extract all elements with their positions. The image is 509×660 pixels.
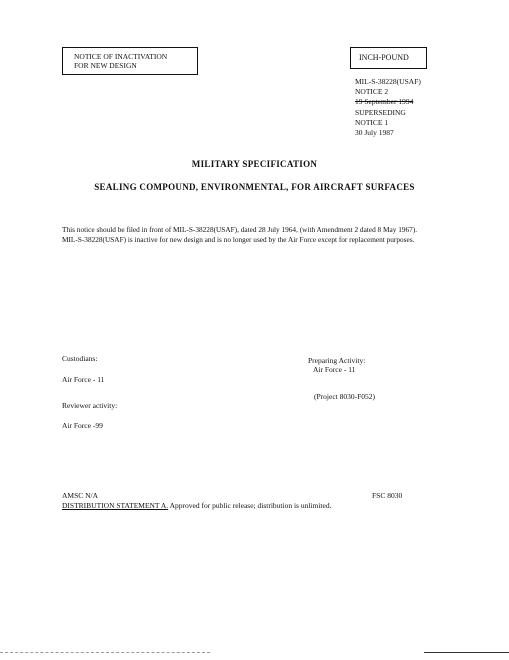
custodians-label: Custodians: (62, 354, 98, 363)
superseding-label: SUPERSEDING (355, 107, 406, 117)
document-identification (355, 77, 421, 138)
distribution-statement-label: DISTRIBUTION STATEMENT A. (62, 501, 169, 510)
preparing-activity-value: Air Force - 11 (313, 365, 356, 374)
reviewer-value: Air Force -99 (62, 421, 103, 430)
document-number: MIL-S-38228(USAF) (355, 77, 421, 86)
amsc-label: AMSC N/A (62, 491, 99, 500)
notice-number: NOTICE 2 (355, 87, 389, 97)
fsc-label: FSC 8030 (372, 491, 403, 500)
body-paragraph-2: MIL-S-38228(USAF) is inactive for new design and is no longer used by the Air Force except for replacement purposes. (62, 235, 415, 244)
notice-body (62, 225, 447, 245)
distribution-statement-text: Approved for public release; distribution is unlimited. (169, 501, 332, 510)
inactivation-line-1: NOTICE OF INACTIVATION (74, 52, 168, 61)
superseded-notice: NOTICE 1 (355, 117, 389, 127)
inch-pound-label: INCH-POUND (359, 53, 409, 62)
inactivation-notice-box (62, 47, 198, 75)
document-title: MILITARY SPECIFICATION (191, 159, 318, 169)
scan-artifact-right (424, 652, 509, 653)
scan-artifact-left (0, 652, 210, 653)
document-subtitle: SEALING COMPOUND, ENVIRONMENTAL, FOR AIRCRAFT SURFACES (94, 182, 415, 192)
distribution-statement (62, 501, 331, 510)
superseded-date: 30 July 1987 (355, 128, 394, 138)
preparing-activity-label: Preparing Activity: (308, 356, 366, 365)
inactivation-line-2: FOR NEW DESIGN (74, 61, 137, 70)
inch-pound-box (350, 47, 427, 69)
body-paragraph-1: This notice should be filed in front of MIL-S-38228(USAF), dated 28 July 1964, (with Amendment 2 dated 8 May 1967). (62, 225, 418, 234)
reviewer-label: Reviewer activity: (62, 401, 118, 410)
notice-date: 19 September 1994 (355, 97, 414, 107)
project-number: (Project 8030-F052) (314, 392, 376, 401)
custodians-value: Air Force - 11 (62, 375, 105, 384)
